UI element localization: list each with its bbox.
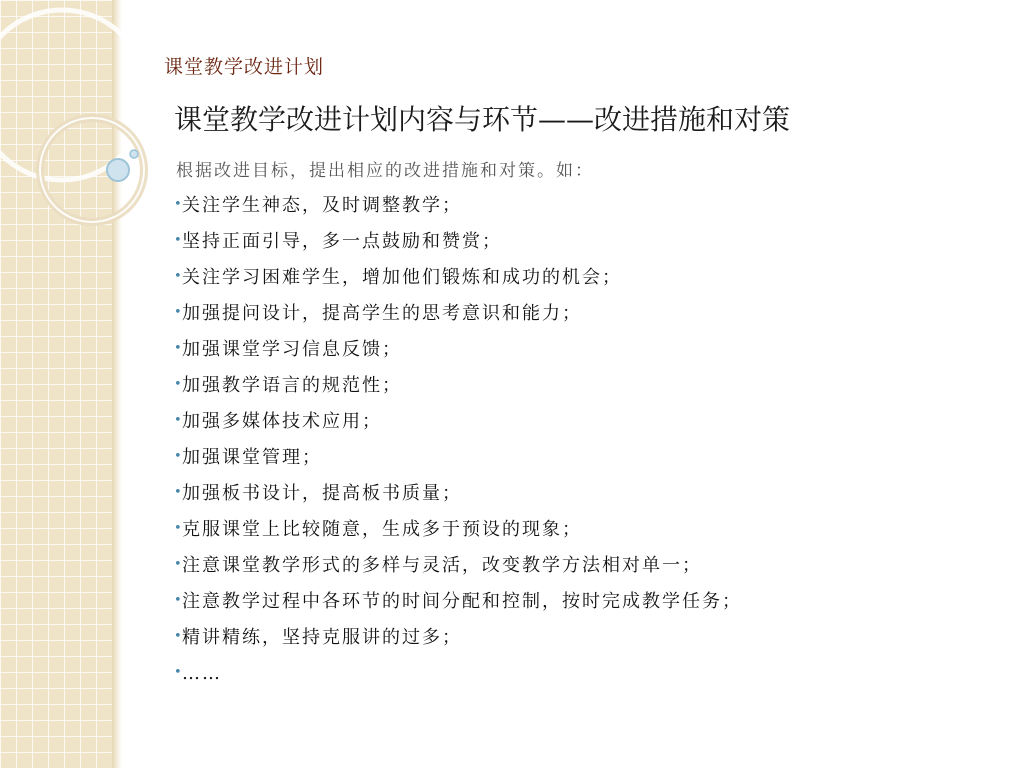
bullet-icon: •	[174, 521, 184, 536]
measures-list	[174, 188, 742, 692]
list-item	[174, 548, 742, 584]
list-item	[174, 368, 742, 404]
list-item	[174, 620, 742, 656]
list-item	[174, 512, 742, 548]
list-item	[174, 440, 742, 476]
list-item	[174, 656, 742, 692]
bullet-icon: •	[174, 269, 184, 284]
bullet-icon: •	[174, 413, 184, 428]
bullet-icon: •	[174, 665, 184, 680]
list-item	[174, 260, 742, 296]
bullet-icon: •	[174, 485, 184, 500]
list-item-text: ……	[182, 663, 222, 684]
list-item-text: 加强板书设计，提高板书质量；	[182, 483, 462, 504]
list-item-text: 加强多媒体技术应用；	[182, 411, 382, 432]
bullet-icon: •	[174, 341, 184, 356]
list-item-text: 关注学生神态，及时调整教学；	[182, 195, 462, 216]
list-item	[174, 188, 742, 224]
page-title: 课堂教学改进计划内容与环节——改进措施和对策	[174, 103, 791, 136]
decorative-circles	[0, 0, 160, 260]
bullet-icon: •	[174, 593, 184, 608]
list-item-text: 关注学习困难学生，增加他们锻炼和成功的机会；	[182, 267, 622, 288]
list-item-text: 注意课堂教学形式的多样与灵活，改变教学方法相对单一；	[182, 555, 702, 576]
list-item	[174, 296, 742, 332]
list-item-text: 加强教学语言的规范性；	[182, 375, 402, 396]
bullet-icon: •	[174, 197, 184, 212]
section-title: 课堂教学改进计划	[164, 56, 325, 78]
list-item	[174, 404, 742, 440]
bullet-icon: •	[174, 305, 184, 320]
list-item	[174, 224, 742, 260]
list-item	[174, 476, 742, 512]
list-item	[174, 584, 742, 620]
bullet-icon: •	[174, 557, 184, 572]
list-item-text: 精讲精练，坚持克服讲的过多；	[182, 627, 462, 648]
list-item-text: 加强课堂管理；	[182, 447, 322, 468]
intro-text: 根据改进目标，提出相应的改进措施和对策。如：	[176, 161, 594, 181]
list-item	[174, 332, 742, 368]
list-item-text: 注意教学过程中各环节的时间分配和控制，按时完成教学任务；	[182, 591, 742, 612]
list-item-text: 加强课堂学习信息反馈；	[182, 339, 402, 360]
list-item-text: 坚持正面引导，多一点鼓励和赞赏；	[182, 231, 502, 252]
bullet-icon: •	[174, 449, 184, 464]
bullet-icon: •	[174, 629, 184, 644]
bullet-icon: •	[174, 233, 184, 248]
list-item-text: 加强提问设计，提高学生的思考意识和能力；	[182, 303, 582, 324]
list-item-text: 克服课堂上比较随意，生成多于预设的现象；	[182, 519, 582, 540]
bullet-icon: •	[174, 377, 184, 392]
